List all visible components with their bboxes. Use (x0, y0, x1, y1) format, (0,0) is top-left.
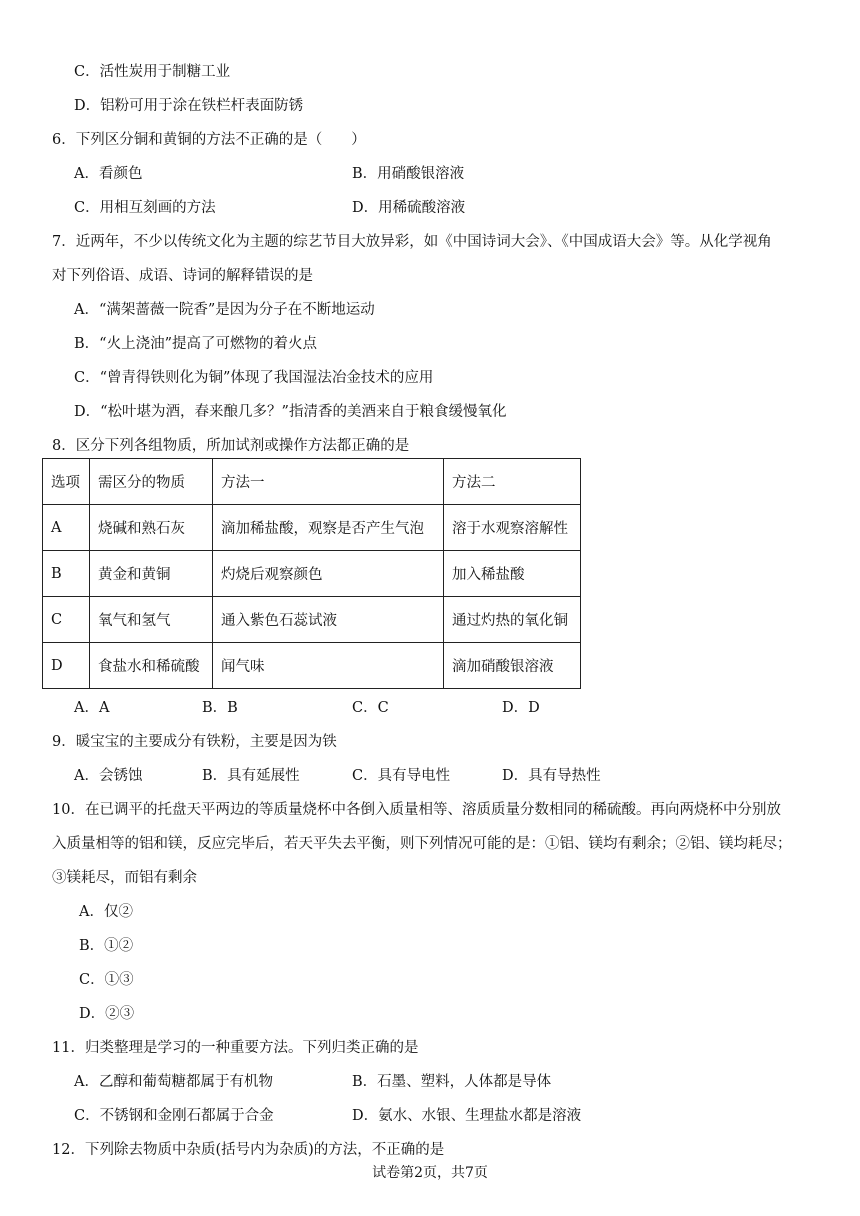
table-cell: 加入稀盐酸 (444, 551, 581, 597)
q7-option-a: A．“满架蔷薇一院香”是因为分子在不断地运动 (74, 302, 375, 318)
q7-option-d: D．“松叶堪为酒，春来酿几多？”指清香的美酒来自于粮食缓慢氧化 (74, 404, 507, 420)
table-cell: 滴加稀盐酸，观察是否产生气泡 (213, 505, 444, 551)
q11-stem: 11．归类整理是学习的一种重要方法。下列归类正确的是 (52, 1040, 419, 1056)
table-cell: 烧碱和熟石灰 (90, 505, 213, 551)
q8-stem: 8．区分下列各组物质，所加试剂或操作方法都正确的是 (52, 438, 410, 454)
table-cell: 通入紫色石蕊试液 (213, 597, 444, 643)
q6-option-a: A．看颜色 (74, 166, 143, 182)
table-cell: 氧气和氢气 (90, 597, 213, 643)
q10-option-d: D．②③ (79, 1006, 135, 1022)
q7-stem-line1: 7．近两年，不少以传统文化为主题的综艺节目大放异彩，如《中国诗词大会》、《中国成语大会》等。从化学视角 (52, 234, 772, 250)
q10-stem-line1: 10．在已调平的托盘天平两边的等质量烧杯中各倒入质量相等、溶质质量分数相同的稀硫酸。再向两烧杯中分别放 (52, 802, 781, 818)
table-cell: 黄金和黄铜 (90, 551, 213, 597)
table-cell: 灼烧后观察颜色 (213, 551, 444, 597)
q5-option-c: C．活性炭用于制糖工业 (74, 64, 231, 80)
q8-option-c: C．C (352, 700, 389, 716)
q9-option-c: C．具有导电性 (352, 768, 451, 784)
q7-option-c: C．“曾青得铁则化为铜”体现了我国湿法冶金技术的应用 (74, 370, 434, 386)
q9-stem: 9．暖宝宝的主要成分有铁粉，主要是因为铁 (52, 734, 337, 750)
table-cell: 闻气味 (213, 643, 444, 689)
q11-option-d: D．氨水、水银、生理盐水都是溶液 (352, 1108, 582, 1124)
table-row (43, 643, 581, 689)
table-cell: 滴加硝酸银溶液 (444, 643, 581, 689)
q8-option-d: D．D (502, 700, 540, 716)
q7-option-b: B．“火上浇油”提高了可燃物的着火点 (74, 336, 317, 352)
q11-option-b: B．石墨、塑料，人体都是导体 (352, 1074, 552, 1090)
table-header-cell: 方法二 (444, 459, 581, 505)
page-footer: 试卷第2页，共7页 (372, 1165, 488, 1181)
table-cell: 食盐水和稀硫酸 (90, 643, 213, 689)
q7-stem-line2: 对下列俗语、成语、诗词的解释错误的是 (52, 268, 313, 284)
table-cell: C (43, 597, 90, 643)
q11-option-a: A．乙醇和葡萄糖都属于有机物 (74, 1074, 273, 1090)
table-cell: A (43, 505, 90, 551)
table-cell: 通过灼热的氧化铜 (444, 597, 581, 643)
q6-option-d: D．用稀硫酸溶液 (352, 200, 466, 216)
table-cell: D (43, 643, 90, 689)
table-header-row (43, 459, 581, 505)
table-header-cell: 选项 (43, 459, 90, 505)
q8-option-b: B．B (202, 700, 238, 716)
q8-table (42, 458, 581, 689)
table-header-cell: 需区分的物质 (90, 459, 213, 505)
q9-option-b: B．具有延展性 (202, 768, 300, 784)
table-header-cell: 方法一 (213, 459, 444, 505)
q6-option-b: B．用硝酸银溶液 (352, 166, 465, 182)
table-row (43, 551, 581, 597)
q10-option-a: A．仅② (79, 904, 133, 920)
q6-stem: 6．下列区分铜和黄铜的方法不正确的是（ ） (52, 132, 366, 148)
q8-option-a: A．A (74, 700, 110, 716)
q9-option-a: A．会锈蚀 (74, 768, 143, 784)
q10-option-c: C．①③ (79, 972, 134, 988)
q12-stem: 12．下列除去物质中杂质(括号内为杂质)的方法，不正确的是 (52, 1142, 445, 1158)
table-cell: B (43, 551, 90, 597)
q10-stem-line2: 入质量相等的铝和镁，反应完毕后，若天平失去平衡，则下列情况可能的是：①铝、镁均有剩余；②铝、镁均耗尽； (52, 836, 792, 852)
q11-option-c: C．不锈钢和金刚石都属于合金 (74, 1108, 274, 1124)
q9-option-d: D．具有导热性 (502, 768, 601, 784)
q10-stem-line3: ③镁耗尽，而铝有剩余 (52, 870, 197, 886)
table-row (43, 597, 581, 643)
q6-option-c: C．用相互刻画的方法 (74, 200, 216, 216)
table-cell: 溶于水观察溶解性 (444, 505, 581, 551)
q10-option-b: B．①② (79, 938, 134, 954)
q5-option-d: D．铝粉可用于涂在铁栏杆表面防锈 (74, 98, 304, 114)
table-row (43, 505, 581, 551)
